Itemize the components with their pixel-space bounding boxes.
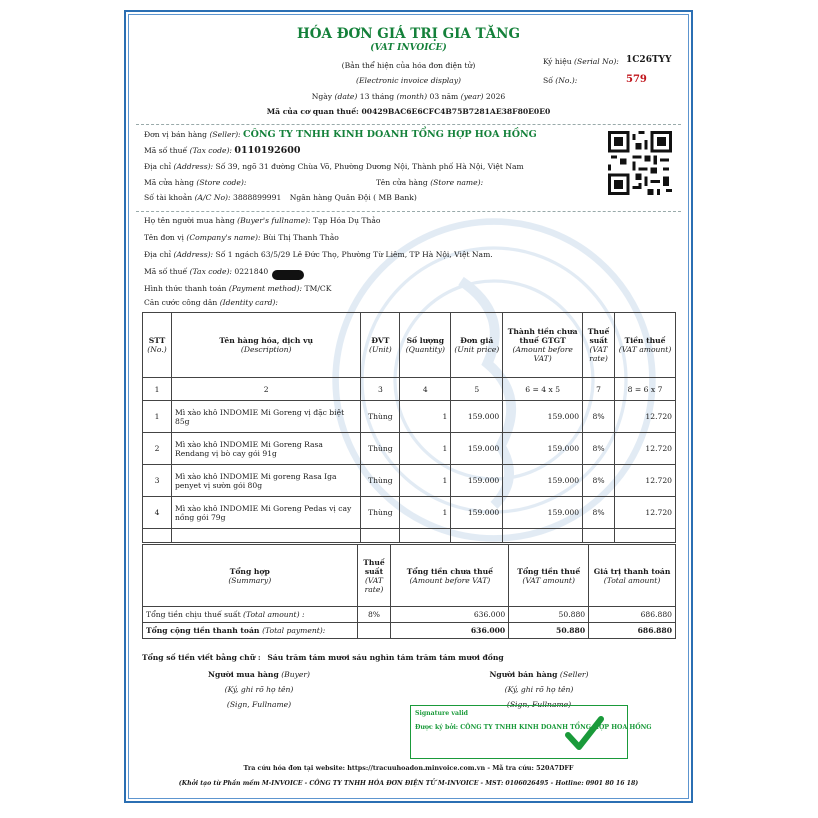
date-day-label: (date) xyxy=(334,92,358,101)
index-cell: 5 xyxy=(451,378,503,401)
taxable-label-en: (Total amount) : xyxy=(243,610,305,619)
index-row xyxy=(143,378,676,401)
header-vn: Tiền thuế xyxy=(624,336,666,345)
seller-tax-label: Mã số thuế xyxy=(144,146,188,155)
buyer-tax-label-en: (Tax code): xyxy=(189,267,232,276)
item-description: Mì xào khô INDOMIE Mi Goreng Pedas vị cay nồng gói 79g xyxy=(171,497,360,529)
identity-label-en: (Identity card): xyxy=(219,298,278,307)
checkmark-icon xyxy=(564,713,604,753)
payment-label-en: (Payment method): xyxy=(228,284,303,293)
generated-note: (Khởi tạo từ Phần mềm M-INVOICE - CÔNG TY TNHH HÓA ĐƠN ĐIỆN TỬ M-INVOICE - MST: 0106026495 - Hotline: 0901 80 16 18) xyxy=(178,780,639,787)
item-unit: Thùng xyxy=(361,401,400,433)
buyer-signature-label: Người mua hàng xyxy=(208,670,279,679)
header-vn: Thuế suất xyxy=(587,327,610,345)
empty-cell xyxy=(143,529,172,543)
item-amount: 159.000 xyxy=(503,433,583,465)
buyer-fullname: Tạp Hóa Dụ Thảo xyxy=(313,216,381,225)
identity-row xyxy=(144,298,278,307)
summary-header-vn: Tổng hợp xyxy=(229,566,270,576)
item-no: 4 xyxy=(143,497,172,529)
header-en: (Amount before VAT) xyxy=(512,345,573,363)
item-description: Mì xào khô INDOMIE Mi Goreng vị đặc biệt 85g xyxy=(171,401,360,433)
signed-by-row xyxy=(415,724,652,731)
year-label: (year) xyxy=(460,92,484,101)
header-en: (Quantity) xyxy=(405,345,445,354)
header-cell xyxy=(451,313,503,378)
header-cell xyxy=(583,313,615,378)
item-unit: Thùng xyxy=(361,497,400,529)
taxable-label-cell xyxy=(143,607,358,623)
amount-in-words-row xyxy=(142,653,504,662)
bank-name: Ngân hàng Quân Đội ( MB Bank) xyxy=(289,193,417,202)
seller-name-row xyxy=(144,129,537,140)
total-header-en: (Total amount) xyxy=(603,575,661,585)
store-name-label: Tên cửa hàng xyxy=(376,178,428,187)
number-label xyxy=(543,76,577,85)
grand-label-cell xyxy=(143,623,358,639)
buyer-company: Bùi Thị Thanh Thảo xyxy=(262,233,339,242)
header-vn: Tên hàng hóa, dịch vụ xyxy=(219,336,313,345)
divider xyxy=(136,124,681,125)
rate-header-cell xyxy=(357,545,391,607)
rate-header-vn: Thuế suất xyxy=(363,557,385,576)
grand-label-en: (Total payment): xyxy=(262,626,326,635)
item-quantity: 1 xyxy=(400,497,451,529)
buyer-tax-row xyxy=(144,267,268,276)
store-name-label-en: (Store name): xyxy=(430,178,484,187)
seller-store-name-row xyxy=(376,178,483,187)
serial-label-en: (Serial No): xyxy=(574,57,619,66)
item-vat-rate: 8% xyxy=(583,465,615,497)
item-description: Mì xào khô INDOMIE Mi goreng Rasa Iga penyet vị sườn gói 80g xyxy=(171,465,360,497)
buyer-tax-label: Mã số thuế xyxy=(144,267,188,276)
invoice-title: HÓA ĐƠN GIÁ TRỊ GIA TĂNG xyxy=(297,26,520,42)
item-unit-price: 159.000 xyxy=(451,497,503,529)
taxable-vat: 50.880 xyxy=(509,607,589,623)
items-header-row xyxy=(143,313,676,378)
number-label-vn: Số xyxy=(543,76,553,85)
index-cell: 1 xyxy=(143,378,172,401)
amount-in-words-label: Tổng số tiền viết bằng chữ : xyxy=(142,653,261,662)
header-vn: Đơn giá xyxy=(460,336,494,345)
item-quantity: 1 xyxy=(400,465,451,497)
display-note-en: (Electronic invoice display) xyxy=(356,76,461,85)
before-header-en: (Amount before VAT) xyxy=(409,575,491,585)
buyer-signature-label-en: (Buyer) xyxy=(281,670,310,679)
items-table xyxy=(142,312,676,543)
seller-account-row xyxy=(144,193,417,202)
date-day: 13 xyxy=(359,92,370,101)
index-cell: 3 xyxy=(361,378,400,401)
total-header-cell xyxy=(589,545,676,607)
display-note-vn: (Bản thể hiện của hóa đơn điện tử) xyxy=(341,61,476,70)
invoice-page xyxy=(124,10,693,803)
header-en: (VAT rate) xyxy=(589,345,608,363)
index-cell: 2 xyxy=(171,378,360,401)
header-vn: ĐVT xyxy=(371,336,390,345)
signed-by: CÔNG TY TNHH KINH DOANH TỔNG HỢP HOA HỒNG xyxy=(460,724,652,731)
item-quantity: 1 xyxy=(400,433,451,465)
item-amount: 159.000 xyxy=(503,465,583,497)
signed-by-label: Được ký bởi: xyxy=(415,724,459,731)
item-amount: 159.000 xyxy=(503,401,583,433)
header-vn: STT xyxy=(148,336,166,345)
item-unit-price: 159.000 xyxy=(451,433,503,465)
buyer-company-label: Tên đơn vị xyxy=(144,233,184,242)
item-amount: 159.000 xyxy=(503,497,583,529)
header-cell xyxy=(400,313,451,378)
seller-store-code-row xyxy=(144,178,246,187)
buyer-tax-code: 0221840 xyxy=(234,267,269,276)
number-label-en: (No.): xyxy=(555,76,578,85)
header-en: (VAT amount) xyxy=(618,345,672,354)
account-number: 3888899991 xyxy=(232,193,282,202)
empty-cell xyxy=(361,529,400,543)
seller-sign-hint: (Ký, ghi rõ họ tên) xyxy=(504,685,574,694)
header-cell xyxy=(503,313,583,378)
grand-label: Tổng cộng tiền thanh toán xyxy=(146,626,260,635)
grand-total: 686.880 xyxy=(589,623,676,639)
header-en: (Unit) xyxy=(369,345,392,354)
index-cell: 7 xyxy=(583,378,615,401)
index-cell: 8 = 6 x 7 xyxy=(615,378,676,401)
item-vat-rate: 8% xyxy=(583,401,615,433)
rate-header-en: (VAT rate) xyxy=(364,575,384,594)
seller-tax-code: 0110192600 xyxy=(234,145,301,156)
grand-total-row xyxy=(143,623,676,639)
summary-header-cell xyxy=(143,545,358,607)
seller-signature-label-en: (Seller) xyxy=(559,670,589,679)
buyer-fullname-row xyxy=(144,216,380,225)
serial-label xyxy=(543,57,619,66)
before-header-vn: Tổng tiền chưa thuế xyxy=(406,566,493,576)
taxable-total: 686.880 xyxy=(589,607,676,623)
month-prefix: tháng xyxy=(371,92,395,101)
seller-name-label-en: (Seller): xyxy=(209,130,241,139)
item-no: 3 xyxy=(143,465,172,497)
divider xyxy=(136,211,681,212)
seller-name-label: Đơn vị bán hàng xyxy=(144,130,208,139)
seller-address: Số 39, ngõ 31 đường Chùa Võ, Phường Dương Nội, Thành phố Hà Nội, Việt Nam xyxy=(215,162,524,171)
item-description: Mì xào khô INDOMIE Mi Goreng Rasa Rendang vị bò cay gói 91g xyxy=(171,433,360,465)
item-unit-price: 159.000 xyxy=(451,465,503,497)
index-cell: 4 xyxy=(400,378,451,401)
grand-vat: 50.880 xyxy=(509,623,589,639)
summary-table xyxy=(142,544,676,639)
table-row xyxy=(143,497,676,529)
account-label: Số tài khoản xyxy=(144,193,193,202)
header-en: (No.) xyxy=(147,345,167,354)
item-no: 1 xyxy=(143,401,172,433)
store-code-label-en: (Store code): xyxy=(196,178,247,187)
invoice-subtitle: (VAT INVOICE) xyxy=(370,43,447,53)
header-cell xyxy=(361,313,400,378)
vat-header-vn: Tổng tiền thuế xyxy=(517,566,581,576)
tax-authority-code xyxy=(124,107,693,116)
taxable-label: Tổng tiền chịu thuế suất xyxy=(146,610,241,619)
item-unit: Thùng xyxy=(361,433,400,465)
table-row xyxy=(143,433,676,465)
taxable-rate: 8% xyxy=(357,607,391,623)
empty-cell xyxy=(171,529,360,543)
item-vat-amount: 12.720 xyxy=(615,433,676,465)
amount-in-words: Sáu trăm tám mươi sáu nghìn tám trăm tám mươi đồng xyxy=(267,653,504,662)
account-label-en: (A/C No): xyxy=(194,193,231,202)
item-vat-rate: 8% xyxy=(583,497,615,529)
payment-row xyxy=(144,284,331,293)
header-cell xyxy=(615,313,676,378)
empty-cell xyxy=(583,529,615,543)
item-quantity: 1 xyxy=(400,401,451,433)
seller-signature-label: Người bán hàng xyxy=(489,670,558,679)
vat-header-en: (VAT amount) xyxy=(522,575,575,585)
date-month: 03 xyxy=(429,92,440,101)
empty-cell xyxy=(503,529,583,543)
taxable-before: 636.000 xyxy=(391,607,509,623)
seller-address-row xyxy=(144,162,524,171)
buyer-address-label-en: (Address): xyxy=(173,250,214,259)
empty-row xyxy=(143,529,676,543)
buyer-sign-hint-en: (Sign, Fullname) xyxy=(226,700,292,709)
tax-authority-code-value: 00429BAC6E6CFC4B75B7281AE38F80E0E0 xyxy=(361,107,551,116)
buyer-signature-title xyxy=(124,670,394,679)
buyer-address-row xyxy=(144,250,493,259)
empty-cell xyxy=(615,529,676,543)
invoice-date xyxy=(124,92,693,101)
buyer-sign-hint: (Ký, ghi rõ họ tên) xyxy=(224,685,294,694)
serial-label-vn: Ký hiệu xyxy=(543,57,572,66)
header-cell xyxy=(171,313,360,378)
month-label: (month) xyxy=(396,92,428,101)
header-cell xyxy=(143,313,172,378)
total-header-vn: Giá trị thanh toán xyxy=(593,566,671,576)
table-row xyxy=(143,465,676,497)
lookup-note[interactable]: Tra cứu hóa đơn tại website: https://tracuuhoadon.minvoice.com.vn - Mã tra cứu: 520A7DFF xyxy=(243,764,574,772)
taxable-row xyxy=(143,607,676,623)
header-vn: Số lượng xyxy=(406,336,445,345)
table-row xyxy=(143,401,676,433)
buyer-company-label-en: (Company's name): xyxy=(186,233,261,242)
buyer-address-label: Địa chỉ xyxy=(144,250,172,259)
seller-tax-row xyxy=(144,145,301,156)
store-code-label: Mã cửa hàng xyxy=(144,178,194,187)
item-vat-amount: 12.720 xyxy=(615,401,676,433)
serial-value: 1C26TYY xyxy=(626,55,672,65)
identity-label: Căn cước công dân xyxy=(144,298,218,307)
index-cell: 6 = 4 x 5 xyxy=(503,378,583,401)
date-year: 2026 xyxy=(485,92,506,101)
summary-header-en: (Summary) xyxy=(228,575,272,585)
buyer-fullname-label: Họ tên người mua hàng xyxy=(144,216,235,225)
buyer-address: Số 1 ngách 63/5/29 Lê Đức Thọ, Phường Từ Liêm, TP Hà Nội, Việt Nam. xyxy=(215,250,493,259)
item-vat-amount: 12.720 xyxy=(615,465,676,497)
seller-tax-label-en: (Tax code): xyxy=(189,146,232,155)
buyer-company-row xyxy=(144,233,339,242)
empty-cell xyxy=(357,623,391,639)
year-prefix: năm xyxy=(441,92,459,101)
tax-authority-code-label: Mã của cơ quan thuế: xyxy=(266,107,359,116)
empty-cell xyxy=(400,529,451,543)
grand-before: 636.000 xyxy=(391,623,509,639)
seller-address-label: Địa chỉ xyxy=(144,162,172,171)
date-prefix: Ngày xyxy=(311,92,333,101)
item-no: 2 xyxy=(143,433,172,465)
header-vn: Thành tiền chưa thuế GTGT xyxy=(507,327,578,345)
invoice-number: 579 xyxy=(626,74,647,85)
item-vat-rate: 8% xyxy=(583,433,615,465)
seller-address-label-en: (Address): xyxy=(173,162,214,171)
summary-header-row xyxy=(143,545,676,607)
payment-method: TM/CK xyxy=(304,284,332,293)
before-header-cell xyxy=(391,545,509,607)
item-vat-amount: 12.720 xyxy=(615,497,676,529)
seller-name: CÔNG TY TNHH KINH DOANH TỔNG HỢP HOA HỒNG xyxy=(243,129,537,140)
item-unit-price: 159.000 xyxy=(451,401,503,433)
redaction-mark xyxy=(272,270,304,280)
item-unit: Thùng xyxy=(361,465,400,497)
vat-header-cell xyxy=(509,545,589,607)
seller-sign-hint-en: (Sign, Fullname) xyxy=(506,700,572,709)
seller-signature-title xyxy=(394,670,684,679)
payment-label: Hình thức thanh toán xyxy=(144,284,227,293)
qr-code xyxy=(608,131,672,195)
signature-valid-title: Signature valid xyxy=(415,710,468,717)
header-en: (Description) xyxy=(240,345,292,354)
empty-cell xyxy=(451,529,503,543)
buyer-fullname-label-en: (Buyer's fullname): xyxy=(237,216,311,225)
header-en: (Unit price) xyxy=(454,345,500,354)
